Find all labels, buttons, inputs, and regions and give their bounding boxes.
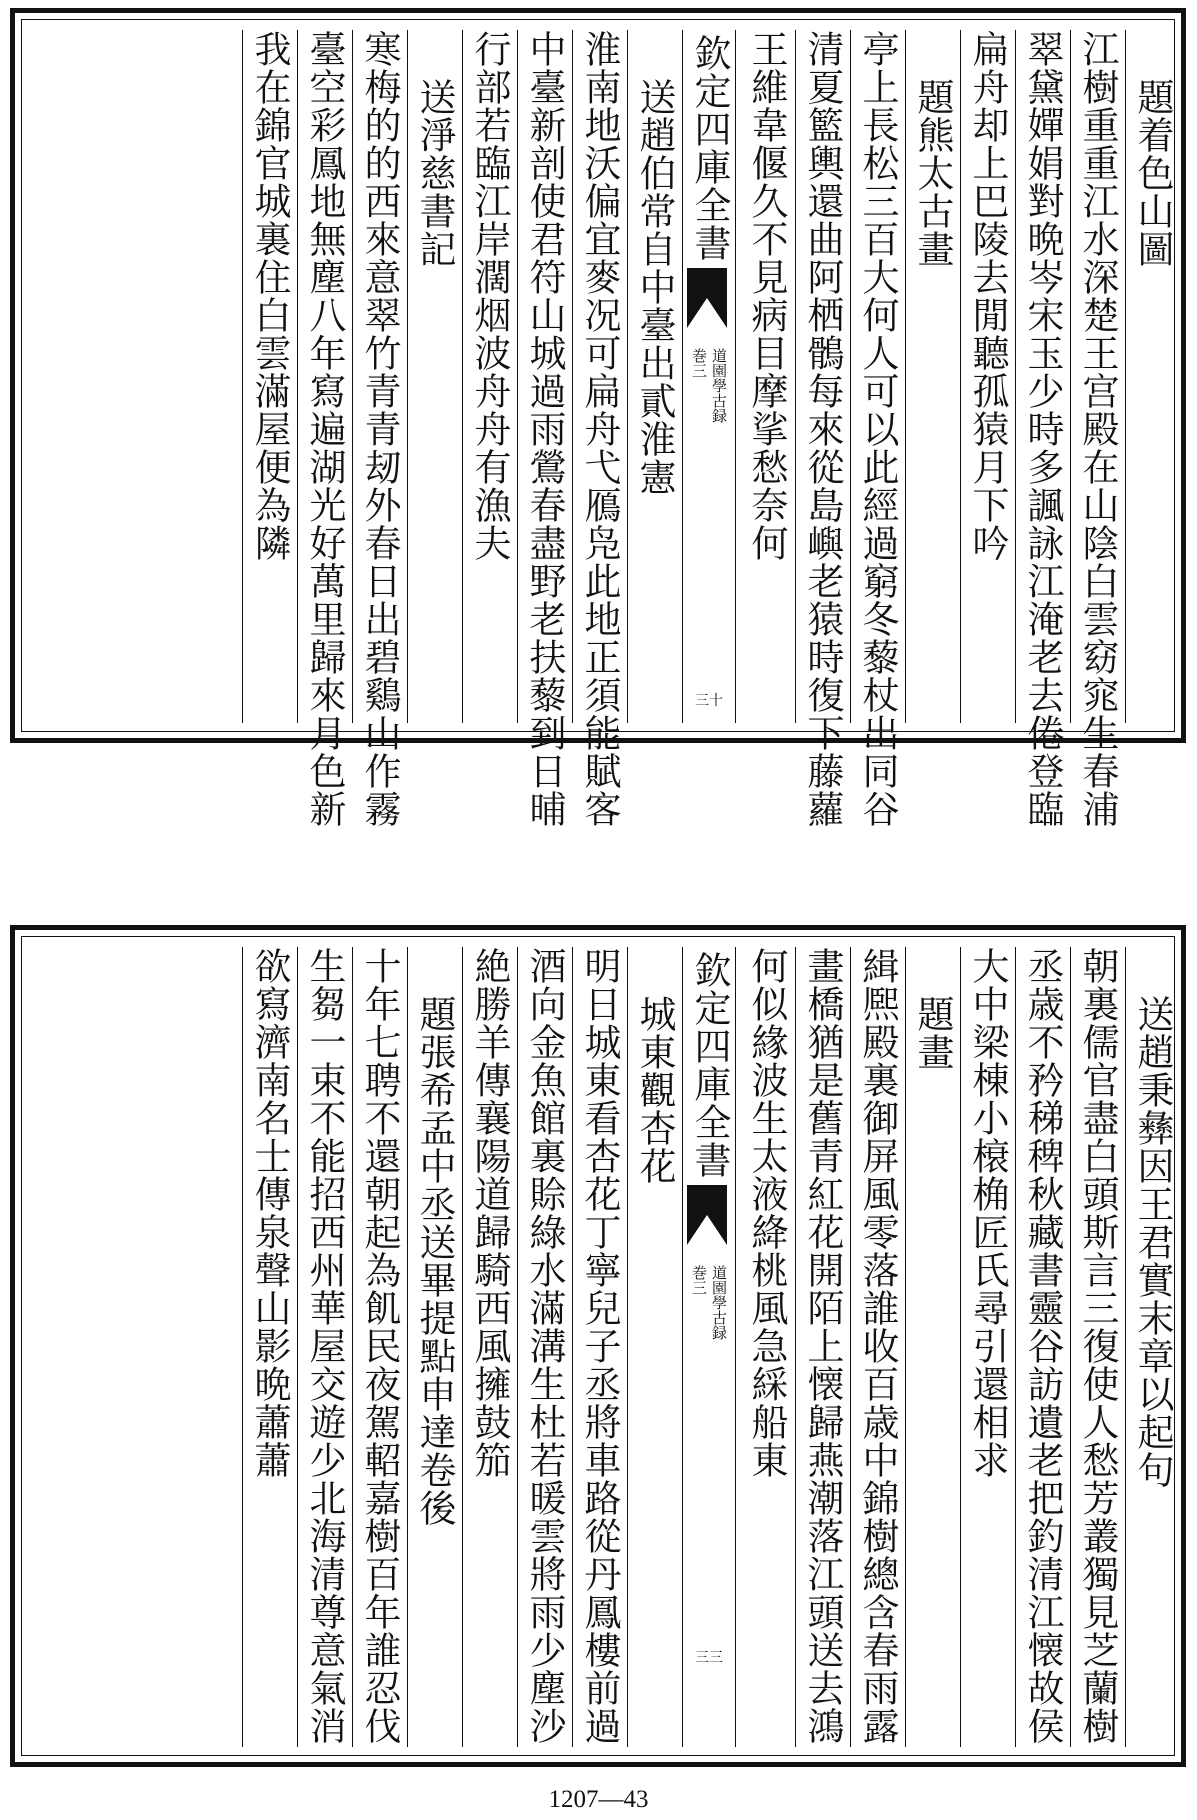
text-column — [572, 947, 625, 1747]
poem-title: 題畫 — [911, 995, 954, 1071]
spine-header: 欽定四庫全書 — [688, 951, 731, 1179]
poem-line: 大中梁棟小榱桷匠氏尋引還相求 — [966, 947, 1009, 1479]
text-column — [352, 947, 405, 1747]
text-column — [627, 30, 680, 723]
text-column — [462, 30, 515, 723]
center-spine — [682, 30, 736, 723]
poem-title: 城東觀杏花 — [633, 995, 676, 1185]
text-column — [572, 30, 625, 828]
book-title: 道園學古録 — [710, 348, 728, 423]
upper-page — [10, 8, 1186, 828]
poem-line: 江樹重重江水深楚王宫殿在山陰白雲窈窕生春浦 — [1076, 30, 1119, 828]
poem-line: 清夏籃輿還曲阿栖鶻每來從島嶼老猿時復下藤蘿 — [801, 30, 844, 828]
poem-title: 送淨慈書記 — [413, 78, 456, 268]
poem-line: 淮南地沃偏宜麥况可扁舟弋鴈凫此地正須能賦客 — [578, 30, 621, 828]
spine-caption — [683, 1265, 735, 1340]
poem-line: 扁舟却上巴陵去閒聽孤猿月下吟 — [966, 30, 1009, 562]
poem-title: 題張希孟中丞送畢提點申達卷後 — [413, 995, 456, 1527]
poem-title: 送趙伯常自中臺出貳淮憲 — [633, 78, 676, 496]
text-column — [352, 30, 405, 828]
poem-line: 畫橋猶是舊青紅花開陌上懐歸燕潮落江頭送去鴻 — [801, 947, 844, 1745]
poem-line: 絶勝羊傳襄陽道歸騎西風擁鼓笳 — [468, 947, 511, 1479]
poem-line: 朝裏儒官盡白頭斯言三復使人愁芳叢獨見芝蘭樹 — [1076, 947, 1119, 1745]
lower-page — [10, 925, 1186, 1767]
poem-line: 王維韋偃久不見病目摩挲愁奈何 — [745, 30, 788, 562]
poem-line: 酒向金魚館裏賒綠水滿溝生杜若暖雲將雨少塵沙 — [523, 947, 566, 1745]
upper-page-frame — [21, 19, 1175, 828]
text-column — [795, 30, 848, 828]
poem-title: 送趙秉彝因王君實末章以起句 — [1131, 995, 1174, 1489]
center-spine — [682, 947, 736, 1747]
text-column — [795, 947, 848, 1747]
spine-header: 欽定四庫全書 — [688, 34, 731, 262]
poem-line: 翠黛嬋娟對晩岑宋玉少時多諷詠江淹老去倦登臨 — [1021, 30, 1064, 828]
text-column — [850, 947, 903, 1747]
poem-line: 何似緣波生太液絳桃風急綵船東 — [745, 947, 788, 1479]
volume-label: 巻三 — [690, 1265, 708, 1295]
page-number: 三三 — [695, 1650, 723, 1666]
poem-line: 寒梅的的西來意翠竹青青刼外春日出碧鷄山作霧 — [358, 30, 401, 828]
lower-page-frame — [21, 936, 1175, 1756]
poem-title: 題着色山圖 — [1131, 78, 1174, 268]
text-column — [740, 947, 792, 1747]
text-column — [517, 947, 570, 1747]
text-column — [407, 30, 460, 723]
fish-tail-mark-icon — [687, 1185, 727, 1245]
poem-line: 十年七聘不還朝起為飢民夜駕軺嘉樹百年誰忍伐 — [358, 947, 401, 1745]
poem-title: 題熊太古畫 — [911, 78, 954, 268]
poem-line: 緝熈殿裏御屏風零落誰收百歳中錦樹總含春雨露 — [856, 947, 899, 1745]
book-title: 道園學古録 — [710, 1265, 728, 1340]
poem-line: 行部若臨江岸濶烟波舟舟有漁夫 — [468, 30, 511, 562]
scan-page-number: 1207—43 — [548, 1786, 649, 1813]
text-column — [627, 947, 680, 1747]
text-column — [1070, 947, 1123, 1747]
volume-label: 巻三 — [690, 348, 708, 378]
text-column — [1070, 30, 1123, 828]
text-column — [242, 30, 295, 723]
fish-tail-mark-icon — [687, 268, 727, 328]
poem-line: 臺空彩鳳地無塵八年寫遍湖光好萬里歸來月色新 — [303, 30, 346, 828]
poem-line: 明日城東看杏花丁寧兒子丞將車路從丹鳳樓前過 — [578, 947, 621, 1745]
spine-caption — [683, 348, 735, 423]
text-column — [905, 947, 958, 1747]
text-column — [297, 30, 350, 828]
text-column — [517, 30, 570, 828]
page-number: 三十 — [695, 693, 723, 709]
text-column — [850, 30, 903, 828]
text-column — [407, 947, 460, 1747]
text-column — [905, 30, 958, 723]
poem-line: 我在錦官城裏住白雲滿屋便為隣 — [248, 30, 291, 562]
text-column — [1015, 947, 1068, 1747]
poem-line: 欲寫濟南名士傳泉聲山影晩蕭蕭 — [248, 947, 291, 1479]
poem-line: 中臺新剖使君符山城過雨鶯春盡野老扶藜到日晡 — [523, 30, 566, 828]
poem-line: 丞歳不矜稊稗秋藏書靈谷訪遺老把釣清江懐故侯 — [1021, 947, 1064, 1745]
text-column — [1125, 947, 1178, 1747]
text-column — [462, 947, 515, 1747]
text-column — [297, 947, 350, 1747]
text-column — [740, 30, 792, 723]
text-column — [960, 30, 1013, 723]
text-column — [960, 947, 1013, 1747]
text-column — [1015, 30, 1068, 828]
text-column — [1125, 30, 1178, 723]
text-column — [242, 947, 295, 1747]
poem-line: 亭上長松三百大何人可以此經過窮冬藜杖出同谷 — [856, 30, 899, 828]
poem-line: 生芻一束不能招西州華屋交遊少北海清尊意氣消 — [303, 947, 346, 1745]
